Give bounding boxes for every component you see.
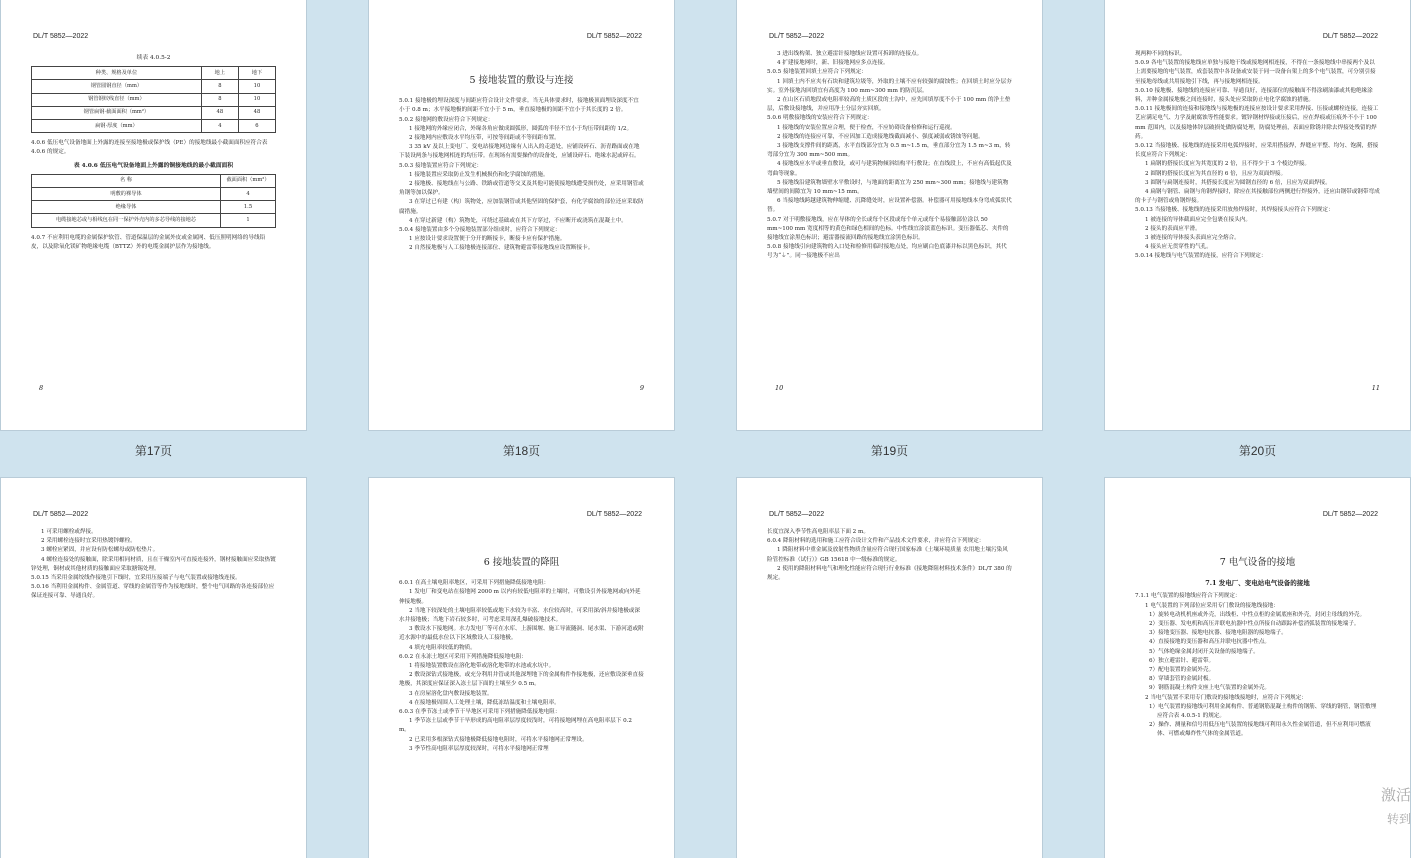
text-paragraph: 1 可采用螺栓或焊接。 [41, 529, 97, 535]
text-paragraph: 2 当地下较深处的土壤电阻率较低或地下水较为丰富、水位较高时，可采用深/斜井接地极或深水井接地极；当地下岩石较多时，可考虑采用深孔爆破接地技术。 [399, 607, 640, 624]
text-paragraph: 6）独立避雷针、避雷带。 [1149, 657, 1215, 664]
text-paragraph: 5.0.14 接地线与电气装置的连接，应符合下列规定： [1135, 253, 1267, 260]
text-paragraph: 2 敷设深钻式接地极，或充分利用井管或其他深埋地下的金属构件作接地极，还应敷设深垂直接地极，其深度应保证深入冻土层下面的土壤至少 0.5 m。 [399, 672, 644, 688]
text-paragraph: 4 在接地极周围人工处理土壤，降低冻结温度和土壤电阻率。 [409, 699, 560, 706]
activation-watermark: 激活 [1380, 787, 1411, 804]
page-body [767, 528, 1012, 583]
text-paragraph: 5.0.11 接地极间的连接和接地线与接地极的连接应按设计要求采用焊接、压接或螺栓连接，连接工艺应满足电气、力学及耐腐蚀等性能要求。镀锌钢材焊接或压接后，应在焊痕或压痕外不小于 100 mm 范围内，以及接地体锌层破损处做防腐处理，防腐处理前，表面应除锈并除去焊接处残留的焊药。 [1135, 106, 1379, 140]
page-header: DL/T 5852—2022 [1322, 511, 1378, 518]
text-paragraph: 6.0.1 在高土壤电阻率地区，可采用下列措施降低接地电阻： [399, 580, 550, 587]
text-paragraph: 2 自然接地极与人工接地极连接部位、建筑物避雷带接地线应设置断接卡。 [409, 245, 594, 252]
document-page-21[interactable] [1, 478, 306, 858]
page-header: DL/T 5852—2022 [33, 33, 89, 40]
text-paragraph: 5.0.2 接地网的敷设应符合下列规定： [399, 116, 494, 123]
text-paragraph: 2）操作、测量和信号用低压电气装置的接地线可利用永久性金属管道，但不应利用可燃液体、可燃或爆炸性气体的金属管道。 [1149, 722, 1371, 738]
text-paragraph: 1 被连接的导体截面应完全包裹在接头内。 [1145, 216, 1252, 223]
text-paragraph: 1 发电厂和变电站在接地网 2000 m 以内有较低电阻率的土壤时，可敷设引外接地网或向外延伸接地极。 [399, 589, 641, 605]
page-body [399, 76, 644, 254]
spec-table: 名 称 截面面积（mm²） 明敷的裸导体 4 绝缘导体 1.5 电缆接地芯或与相线包在同一保护外壳内的多芯导线的接地芯 1 [31, 174, 276, 228]
text-paragraph: 4 接地线应水平或垂直敷设，或可与建筑物倾斜结构平行敷设；在直线段上，不应有高低起伏及弯曲等现象。 [767, 161, 1012, 177]
text-paragraph: 3 进出线构架、独立避雷针接地线应设置可拆卸的连接点。 [777, 51, 923, 57]
document-page-17[interactable] [1, 0, 306, 430]
page-caption[interactable]: 第18页 [502, 444, 541, 458]
text-paragraph: 1 扁钢的搭接长度应为其宽度的 2 倍，且不得少于 3 个棱边焊接。 [1145, 161, 1311, 168]
text-paragraph: 3 在穿过已有建（构）筑物处，应加装钢管或其他坚固的保护套，有化学腐蚀的部位还应采取防腐措施。 [399, 199, 644, 215]
page-body [1135, 558, 1380, 740]
text-paragraph: 5.0.10 接地极、接地线的连接应可靠、导通良好，连接部位的接触面不得涂刷油漆或其他绝缘涂料，并种金属接地极之间连接时，接头处应采取防止电化学腐蚀的措施。 [1135, 87, 1373, 104]
page-header: DL/T 5852—2022 [33, 511, 89, 518]
text-paragraph: 1 接地线的安装位置应合理，便于检查，不应妨碍设备检修和运行巡视。 [777, 124, 956, 131]
page-header: DL/T 5852—2022 [586, 511, 642, 518]
document-page-19[interactable] [737, 0, 1042, 430]
text-paragraph: 5）气体绝缘金属封闭开关设备的接地端子。 [1149, 648, 1259, 655]
activation-watermark-sub: 转到 [1386, 812, 1411, 826]
text-paragraph: 3 螺栓应紧固，并应设有防松螺母或防松垫片。 [41, 547, 159, 554]
text-paragraph: 2 接地线的连接应可靠，不应因加工造成接地线截面减小、强度减弱或锈蚀等问题。 [777, 133, 984, 140]
text-paragraph: 5.0.1 接地极的埋设深度与间距应符合设计文件要求。当无具体要求时，接地极顶面埋设深度不宜小于 0.8 m；水平接地极的间距不宜小于 5 m，垂直接地极的间距不宜小于其长度的 2 倍。 [399, 98, 639, 114]
page-body [399, 558, 644, 754]
text-paragraph: 现两种不同的标识。 [1135, 51, 1186, 57]
page-caption[interactable]: 第20页 [1238, 444, 1277, 458]
chapter-title: 7 电气设备的接地 [1219, 557, 1296, 568]
text-paragraph: 3 接地线支撑件间的距离，水平直线部分宜为 0.5 m~1.5 m，垂直部分宜为 1.5 m~3 m，转弯部分宜为 300 mm~500 mm。 [767, 143, 1011, 159]
page-body [767, 50, 1012, 262]
text-paragraph: 6 当接地线跨越建筑物伸缩缝、沉降缝处时，应设置补偿器。补偿器可用接地线本身弯成弧状代替。 [767, 198, 1012, 214]
text-paragraph: 5.0.7 对于明敷接地线，应在导体的全长或每个区段或每个单元或每个易接触部位涂以 50 mm~100 mm 宽度相等的黄色和绿色相间的色标。中性线宜涂淡蓝色标识。变压器低芯、夹件的接地线宜涂黑色标识；避雷器接流回路的接地线宜涂黑色标识。 [767, 216, 1009, 242]
table-caption: 表 4.0.6 低压电气设备地面上外露的铜接地线的最小截面面积 [73, 162, 234, 169]
text-paragraph: 2 在山区石质地段或电阻率较高的土质区段的土沟中，应先回填厚度不小于 100 mm 的净土垫层，后敷设接地线，并应用净土分层夯实回填。 [767, 97, 1011, 113]
clause: 4.0.6 低压电气设备地面上外露的连接至接地极或保护线（PE）的接地线最小截面面积应符合表 4.0.6 的规定。 [31, 140, 268, 156]
page-number: 8 [39, 384, 44, 392]
text-paragraph: 1）旋转电动机机座或外壳，出线柜、中性点柜的金属底座和外壳，封闭主母线的外壳。 [1149, 611, 1366, 618]
text-paragraph: 2 接地网内应敷设水平均压带，可按等间距或不等间距布置。 [409, 135, 560, 142]
text-paragraph: 5.0.15 当采用金属绞线作接地引下线时，宜采用压接端子与电气装置或接地线连接。 [31, 575, 241, 582]
text-paragraph: 5.0.13 当接地极、接地线的连接采用放热焊接时，其焊接接头应符合下列规定： [1135, 207, 1334, 214]
text-paragraph: 7.1.1 电气装置的接地线应符合下列规定： [1135, 593, 1241, 600]
page-caption[interactable]: 第17页 [134, 444, 173, 458]
text-paragraph: 1）电气装置的接地线可利用金属构件、普通钢筋混凝土构件的钢筋、穿线的钢管，钢管敷埋应符合表 4.0.5-1 的规定。 [1149, 703, 1377, 720]
page-number: 9 [639, 384, 644, 392]
section-title: 7.1 发电厂、变电站电气设备的接地 [1205, 579, 1310, 588]
text-paragraph: 4 接头应无贯穿性的气孔。 [1145, 244, 1212, 251]
text-paragraph: 6.0.2 在永冻土地区可采用下列措施降低接地电阻： [399, 653, 527, 660]
text-paragraph: 1 降阻材料中重金属及放射性物质含量应符合现行国家标准《土壤环境质量 农用地土壤污染风险管控标准（试行）》GB 15618 中一级标准的规定。 [767, 547, 1008, 563]
spec-table: 种类、规格及单位 地上 地下 钢管圆钢直径（mm） 8 10 钢管钢绞线直径（mm） 8 10 钢管扁钢·截面面积（mm²） 48 48 扁钢·厚度（mm） 4 6 [31, 66, 276, 133]
text-paragraph: 1 接地装置应采取防止发生机械损伤和化学腐蚀的措施。 [409, 171, 549, 178]
text-paragraph: 3 被连接的导体接头表面应完全熔合。 [1145, 235, 1240, 242]
text-paragraph: 4 扩建接地网时，新、旧接地网应多点连接。 [777, 60, 889, 67]
text-paragraph: 4）直接接地的变压器和高压并联电抗器中性点。 [1149, 639, 1271, 646]
text-paragraph: 1 应按设计要求设置便于分开的断接卡，断接卡应有保护措施。 [409, 236, 566, 243]
page-header: DL/T 5852—2022 [769, 511, 825, 518]
page-number: 11 [1371, 384, 1380, 392]
text-paragraph: 1 电气装置的下列部位应采用专门敷设的接地线接地： [1145, 602, 1279, 609]
document-page-20[interactable] [1105, 0, 1410, 430]
text-paragraph: 9）钢筋混凝土构件支座上电气装置的金属外壳。 [1149, 685, 1271, 692]
text-paragraph: 3 敷设水下接地网。水力发电厂等可在水库、上游围堰、施工导流隧洞、尾水渠、下游河道或附近水源中的最低水位以下区域敷设人工接地极。 [399, 626, 644, 642]
chapter-title: 6 接地装置的降阻 [483, 557, 560, 568]
text-paragraph: 5.0.16 当利用金属构件、金属管道、穿线的金属管等作为接地线时，整个电气回路的各连接部位应保证连接可靠、导通良好。 [31, 584, 275, 600]
text-paragraph: 7）配电装置的金属外壳。 [1149, 667, 1215, 674]
text-paragraph: 3）接地变压器、接地电抗器、接地电阻器的接地端子。 [1149, 630, 1287, 637]
text-paragraph: 5.0.4 接地装置由多个分接地装置部分组成时，应符合下列规定： [399, 227, 561, 234]
text-paragraph: 1 接地网的外缘应闭合，外缘各角应做成圆弧形，圆弧的半径不宜小于均压带间距的 1/2。 [409, 125, 633, 132]
page-body [31, 528, 276, 602]
text-paragraph: 2 接地极、接地线在与公路、铁路或管道等交叉及其他可能使接地线遭受损伤处，应采用钢管或角钢等加以保护。 [399, 181, 644, 197]
page-body [31, 50, 276, 252]
text-paragraph: 2）变压器、发电机和高压并联电抗器中性点所接自动跟踪补偿消弧装置的接地端子。 [1149, 621, 1360, 628]
text-paragraph: 5.0.3 接地装置应符合下列规定： [399, 162, 483, 169]
clause: 4.0.7 不应利用电缆的金属保护软管、管道保温层的金属外皮或金属网、低压照明网络的导线铅皮，以及除氧化镁矿物绝缘电缆（BTTZ）外的电缆金属护层作为接地线。 [31, 234, 266, 250]
text-paragraph: 5 接地线沿建筑物墙壁水平敷设时，与地面的距离宜为 250 mm~300 mm；接地线与建筑物墙壁间的间隙宜为 10 mm~15 mm。 [767, 179, 1009, 196]
text-paragraph: 5.0.8 接地线引向建筑物的入口处和检修用临时接地点处，均应刷白色底漆并标以黑色标识，其代号为“⏚”。同一接地极不应出 [767, 244, 1007, 260]
text-paragraph: 2 已采用多根深钻式接地极降低接地电阻时，可将水平接地网正常埋设。 [409, 736, 588, 743]
text-paragraph: 1 季节冻土层或季节干旱形成的高电阻率层厚度较浅时，可将接地网埋在高电阻率层下 0.2 m。 [399, 718, 632, 734]
text-paragraph: 4 填充电阻率较低的物质。 [409, 644, 476, 651]
text-paragraph: 2 当电气装置不采用专门敷设的接地线接地时，应符合下列规定： [1145, 694, 1307, 701]
text-paragraph: 8）穿墙套管的金属封板。 [1149, 676, 1215, 683]
text-paragraph: 3 圆钢与扁钢连接时，其搭接长度应为圆钢直径的 6 倍，且应为双面焊接。 [1145, 179, 1331, 186]
text-paragraph: 4 扁钢与钢管、扁钢与角钢焊接时，除应在其接触部位两侧进行焊接外，还应由钢带或钢带弯成的卡子与钢管或角钢焊接。 [1135, 189, 1380, 205]
text-paragraph: 长度宜深入季节性高电阻率层下面 2 m。 [767, 529, 869, 535]
text-paragraph: 4 在穿过新建（构）筑物处，可绕过基础或在其下方穿过，不应断开或浇筑在混凝土中。 [409, 217, 627, 224]
page-header: DL/T 5852—2022 [586, 33, 642, 40]
text-paragraph: 5.0.9 各电气装置的接地线应单独与接地干线或接地网相连接，不得在一条接地线中串接两个及以上需要接地的电气装置，成套装置中各设备或安装于同一设备台架上的多个电气装置，可分别引接至接地母线或共用接地引下线，再与接地网相连接。 [1135, 60, 1376, 85]
text-paragraph: 2 圆钢的搭接长度应为其直径的 6 倍，且应为双面焊接。 [1145, 170, 1287, 177]
page-header: DL/T 5852—2022 [1322, 33, 1378, 40]
document-page-22[interactable] [369, 478, 674, 858]
text-paragraph: 2 采用螺栓连接时宜采用热镀锌螺栓。 [41, 538, 136, 545]
document-page-23[interactable] [737, 478, 1042, 858]
text-paragraph: 1 回填土内不应夹有石块和建筑垃圾等，外取的土壤不应有较强的腐蚀性；在回填土时应分层夯实。室外接地沟回填宜有高度为 100 mm~300 mm 的防沉层。 [767, 78, 1012, 94]
text-paragraph: 2 使用的降阻材料电气和理化性能应符合现行行业标准《接地降阻材料技术条件》DL/T 380 的规定。 [767, 565, 1012, 582]
page-header: DL/T 5852—2022 [769, 33, 825, 40]
chapter-title: 5 接地装置的敷设与连接 [469, 75, 574, 86]
text-paragraph: 1 将接地装置敷设在溶化地带或溶化地带的水池或水坑中。 [409, 663, 555, 670]
text-paragraph: 3 在房屋溶化盘内敷设接地装置。 [409, 690, 493, 697]
text-paragraph: 3 35 kV 及以上变电厂、变电站接地网边缘有人出入的走道处，应铺设碎石、沥青路面或在地下装设两条与接地网相连的均压带。在现场有需要操作的设备处，应铺设碎石、绝缘水泥或碎石。 [399, 144, 640, 160]
text-paragraph: 6.0.4 降阻材料的选用和施工应符合设计文件和产品技术文件要求，并应符合下列规定： [767, 538, 985, 545]
page-body [1135, 50, 1380, 262]
text-paragraph: 5.0.5 接地装置回填土应符合下列规定： [767, 69, 867, 76]
table-caption: 续表 4.0.5-2 [136, 55, 171, 61]
text-paragraph: 3 季节性高电阻率层厚度较深时，可将水平接地网正常埋 [409, 745, 549, 752]
document-page-18[interactable] [369, 0, 674, 430]
text-paragraph: 5.0.6 明敷接地线的安装应符合下列规定： [767, 115, 873, 122]
document-page-24[interactable] [1105, 478, 1410, 858]
page-caption[interactable]: 第19页 [870, 444, 909, 458]
text-paragraph: 5.0.12 当接地极、接地线的连接采用电弧焊接时，应采用搭接焊，焊缝应平整、均匀、饱满，搭接长度应符合下列规定： [1135, 143, 1379, 159]
page-number: 10 [775, 384, 784, 392]
text-paragraph: 2 接头的表面应平滑。 [1145, 225, 1201, 232]
text-paragraph: 4 螺栓连接处的接触面，除采用相同材质，且在干燥室内可直接连接外，钢材接触面应采取热镀锌处理，铜材或其他材质的接触面应采取搪锡处理。 [31, 556, 276, 572]
text-paragraph: 6.0.3 在季节冻土或季节干旱地区可采用下列措施降低接地电阻： [399, 709, 561, 716]
